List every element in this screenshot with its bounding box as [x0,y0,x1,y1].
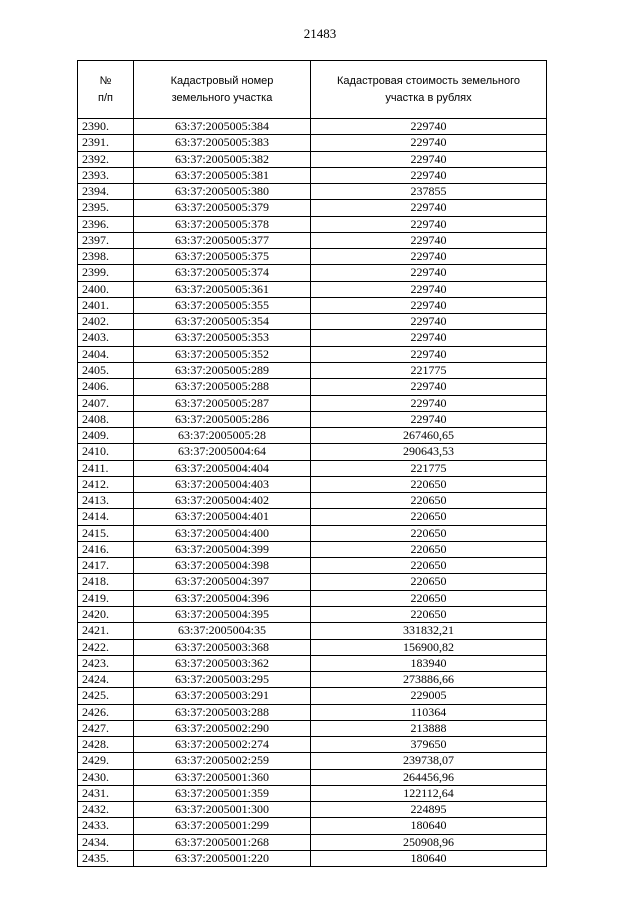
table-row [78,362,547,378]
cadastral-value: 229740 [311,232,547,248]
table-row [78,460,547,476]
cadastral-number: 63:37:2005001:360 [134,769,311,785]
row-number: 2415. [78,525,134,541]
header-number: № п/п [78,61,134,119]
row-number: 2390. [78,119,134,135]
table-row [78,119,547,135]
cadastral-value: 229740 [311,151,547,167]
cadastral-value: 273886,66 [311,672,547,688]
cadastral-number: 63:37:2005005:383 [134,135,311,151]
cadastral-number: 63:37:2005001:359 [134,785,311,801]
table-row [78,541,547,557]
cadastral-value: 229740 [311,249,547,265]
row-number: 2422. [78,639,134,655]
table-row [78,688,547,704]
row-number: 2412. [78,476,134,492]
cadastral-number: 63:37:2005005:378 [134,216,311,232]
cadastral-number: 63:37:2005005:353 [134,330,311,346]
table-header-row [78,61,547,119]
row-number: 2396. [78,216,134,232]
cadastral-value: 213888 [311,720,547,736]
row-number: 2416. [78,541,134,557]
row-number: 2401. [78,297,134,313]
cadastral-value: 331832,21 [311,623,547,639]
row-number: 2418. [78,574,134,590]
table-row [78,411,547,427]
cadastral-value: 122112,64 [311,785,547,801]
table-row [78,606,547,622]
cadastral-number: 63:37:2005005:288 [134,379,311,395]
row-number: 2417. [78,558,134,574]
cadastral-value: 229740 [311,216,547,232]
cadastral-number: 63:37:2005005:355 [134,297,311,313]
cadastral-value: 250908,96 [311,834,547,850]
table-row [78,720,547,736]
row-number: 2404. [78,346,134,362]
table-row [78,785,547,801]
row-number: 2425. [78,688,134,704]
row-number: 2434. [78,834,134,850]
cadastral-number: 63:37:2005001:300 [134,802,311,818]
cadastral-number: 63:37:2005003:288 [134,704,311,720]
row-number: 2399. [78,265,134,281]
row-number: 2393. [78,167,134,183]
cadastral-number: 63:37:2005004:403 [134,476,311,492]
row-number: 2405. [78,362,134,378]
cadastral-value: 229740 [311,167,547,183]
table-row [78,558,547,574]
row-number: 2426. [78,704,134,720]
cadastral-number: 63:37:2005004:395 [134,606,311,622]
cadastral-number: 63:37:2005005:381 [134,167,311,183]
cadastral-value: 229740 [311,314,547,330]
cadastral-value: 183940 [311,655,547,671]
cadastral-number: 63:37:2005003:362 [134,655,311,671]
row-number: 2410. [78,444,134,460]
cadastral-value: 220650 [311,606,547,622]
cadastral-number: 63:37:2005001:268 [134,834,311,850]
table-row [78,346,547,362]
cadastral-number: 63:37:2005005:380 [134,184,311,200]
row-number: 2403. [78,330,134,346]
row-number: 2400. [78,281,134,297]
table-row [78,818,547,834]
cadastral-number: 63:37:2005004:402 [134,493,311,509]
table-row [78,802,547,818]
cadastral-value: 229740 [311,297,547,313]
row-number: 2427. [78,720,134,736]
table-row [78,509,547,525]
row-number: 2397. [78,232,134,248]
cadastral-number: 63:37:2005002:290 [134,720,311,736]
row-number: 2413. [78,493,134,509]
table-body [78,119,547,867]
table-row [78,167,547,183]
table-row [78,753,547,769]
cadastral-value: 229740 [311,200,547,216]
row-number: 2407. [78,395,134,411]
table-row [78,476,547,492]
row-number: 2428. [78,737,134,753]
cadastral-value: 229005 [311,688,547,704]
table-row [78,314,547,330]
row-number: 2409. [78,428,134,444]
cadastral-number: 63:37:2005005:382 [134,151,311,167]
cadastral-value: 229740 [311,411,547,427]
cadastral-number: 63:37:2005004:401 [134,509,311,525]
row-number: 2423. [78,655,134,671]
table-row [78,444,547,460]
cadastral-number: 63:37:2005004:400 [134,525,311,541]
cadastral-value: 180640 [311,850,547,866]
row-number: 2432. [78,802,134,818]
cadastral-number: 63:37:2005003:368 [134,639,311,655]
row-number: 2411. [78,460,134,476]
cadastral-number: 63:37:2005005:361 [134,281,311,297]
row-number: 2433. [78,818,134,834]
table-row [78,379,547,395]
table-row [78,493,547,509]
row-number: 2392. [78,151,134,167]
cadastral-value: 290643,53 [311,444,547,460]
cadastral-number: 63:37:2005005:374 [134,265,311,281]
table-row [78,265,547,281]
cadastral-value: 156900,82 [311,639,547,655]
row-number: 2420. [78,606,134,622]
cadastral-number: 63:37:2005003:295 [134,672,311,688]
cadastral-number: 63:37:2005005:352 [134,346,311,362]
cadastral-value: 220650 [311,558,547,574]
cadastral-value: 229740 [311,330,547,346]
cadastral-value: 220650 [311,525,547,541]
table-row [78,672,547,688]
page-number: 21483 [303,26,337,41]
cadastral-value: 221775 [311,362,547,378]
header-cadastral-value: Кадастровая стоимость земельного участка в рублях [311,61,547,119]
cadastral-value: 220650 [311,509,547,525]
row-number: 2395. [78,200,134,216]
cadastral-value: 220650 [311,541,547,557]
table-row [78,395,547,411]
table-row [78,330,547,346]
row-number: 2406. [78,379,134,395]
cadastral-value: 229740 [311,265,547,281]
row-number: 2429. [78,753,134,769]
row-number: 2408. [78,411,134,427]
table-row [78,623,547,639]
cadastral-value: 180640 [311,818,547,834]
cadastral-number: 63:37:2005004:35 [134,623,311,639]
cadastral-number: 63:37:2005001:220 [134,850,311,866]
cadastral-number: 63:37:2005005:289 [134,362,311,378]
table-row [78,704,547,720]
row-number: 2431. [78,785,134,801]
table-row [78,232,547,248]
row-number: 2435. [78,850,134,866]
cadastral-number: 63:37:2005002:274 [134,737,311,753]
cadastral-value: 220650 [311,493,547,509]
table-row [78,639,547,655]
cadastral-value: 264456,96 [311,769,547,785]
cadastral-number: 63:37:2005005:287 [134,395,311,411]
row-number: 2391. [78,135,134,151]
cadastral-number: 63:37:2005003:291 [134,688,311,704]
row-number: 2398. [78,249,134,265]
table-row [78,297,547,313]
cadastral-number: 63:37:2005001:299 [134,818,311,834]
cadastral-value: 229740 [311,395,547,411]
table-row [78,135,547,151]
cadastral-number: 63:37:2005005:377 [134,232,311,248]
cadastral-value: 267460,65 [311,428,547,444]
cadastral-value: 229740 [311,346,547,362]
cadastral-number: 63:37:2005004:64 [134,444,311,460]
row-number: 2421. [78,623,134,639]
cadastral-number: 63:37:2005005:28 [134,428,311,444]
table-row [78,525,547,541]
cadastral-value: 220650 [311,574,547,590]
cadastral-number: 63:37:2005004:398 [134,558,311,574]
row-number: 2394. [78,184,134,200]
row-number: 2402. [78,314,134,330]
cadastral-number: 63:37:2005005:354 [134,314,311,330]
row-number: 2424. [78,672,134,688]
cadastral-value: 221775 [311,460,547,476]
cadastral-value: 220650 [311,476,547,492]
table-row [78,428,547,444]
cadastral-number: 63:37:2005005:375 [134,249,311,265]
cadastral-value: 229740 [311,281,547,297]
cadastral-number: 63:37:2005005:286 [134,411,311,427]
row-number: 2419. [78,590,134,606]
cadastral-value: 237855 [311,184,547,200]
table-row [78,574,547,590]
cadastral-value: 224895 [311,802,547,818]
cadastral-value: 220650 [311,590,547,606]
cadastral-number: 63:37:2005004:399 [134,541,311,557]
cadastral-value: 379650 [311,737,547,753]
table-row [78,249,547,265]
cadastral-value: 239738,07 [311,753,547,769]
table-row [78,216,547,232]
table-row [78,737,547,753]
cadastral-number: 63:37:2005002:259 [134,753,311,769]
table-row [78,850,547,866]
cadastral-value: 229740 [311,119,547,135]
cadastral-number: 63:37:2005005:379 [134,200,311,216]
cadastral-value-table [77,60,547,867]
cadastral-number: 63:37:2005004:404 [134,460,311,476]
table-row [78,769,547,785]
table-row [78,655,547,671]
table-row [78,590,547,606]
table-row [78,184,547,200]
table-row [78,834,547,850]
cadastral-number: 63:37:2005004:397 [134,574,311,590]
row-number: 2430. [78,769,134,785]
table-row [78,200,547,216]
cadastral-value: 229740 [311,379,547,395]
cadastral-number: 63:37:2005005:384 [134,119,311,135]
cadastral-value: 229740 [311,135,547,151]
header-cadastral-number: Кадастровый номер земельного участка [134,61,311,119]
table-row [78,281,547,297]
table-row [78,151,547,167]
cadastral-value: 110364 [311,704,547,720]
cadastral-number: 63:37:2005004:396 [134,590,311,606]
row-number: 2414. [78,509,134,525]
